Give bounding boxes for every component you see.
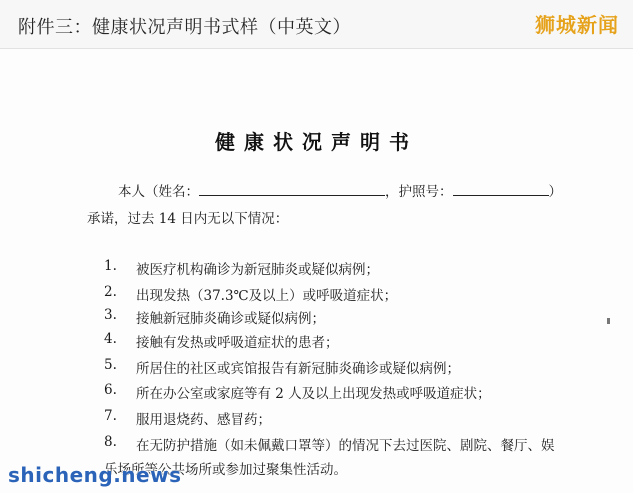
list-item-number: 3. (104, 307, 117, 323)
name-blank (199, 181, 385, 196)
header-bar (0, 0, 633, 49)
list-item-continuation: 乐场所等公共场所或参加过聚集性活动。 (104, 462, 347, 478)
list-item-number: 2. (104, 284, 117, 300)
list-item-text: 在无防护措施（如未佩戴口罩等）的情况下去过医院、剧院、餐厅、娱 (136, 438, 555, 454)
list-item-text: 出现发热（37.3℃及以上）或呼吸道症状； (136, 288, 398, 304)
list-item-text: 被医疗机构确诊为新冠肺炎或疑似病例； (136, 262, 379, 278)
identity-line (118, 180, 562, 200)
list-item-text: 服用退烧药、感冒药； (136, 412, 271, 428)
list-item-text: 所在办公室或家庭等有 2 人及以上出现发热或呼吸道症状； (136, 386, 491, 402)
identity-prefix: 本人（姓名： (118, 184, 199, 200)
promise-line: 承诺，过去 14 日内无以下情况： (87, 211, 289, 227)
brand-logo: 狮城新闻 (535, 13, 619, 37)
list-item-text: 接触新冠肺炎确诊或疑似病例； (136, 311, 325, 327)
passport-label: ，护照号： (385, 184, 453, 200)
site-watermark: shicheng.news (8, 463, 182, 487)
attachment-title: 附件三：健康状况声明书式样（中英文） (18, 17, 351, 38)
list-item-number: 8. (104, 434, 117, 450)
list-item-number: 5. (104, 357, 117, 373)
passport-blank (453, 181, 549, 196)
margin-mark (607, 318, 610, 324)
list-item-number: 6. (104, 382, 117, 398)
list-item-number: 1. (104, 258, 117, 274)
list-item-number: 7. (104, 408, 117, 424)
list-item-text: 接触有发热或呼吸道症状的患者； (136, 335, 339, 351)
list-item-text: 所居住的社区或宾馆报告有新冠肺炎确诊或疑似病例； (136, 361, 460, 377)
identity-suffix: ） (548, 184, 562, 200)
document-title: 健康状况声明书 (215, 130, 418, 154)
list-item-number: 4. (104, 331, 117, 347)
